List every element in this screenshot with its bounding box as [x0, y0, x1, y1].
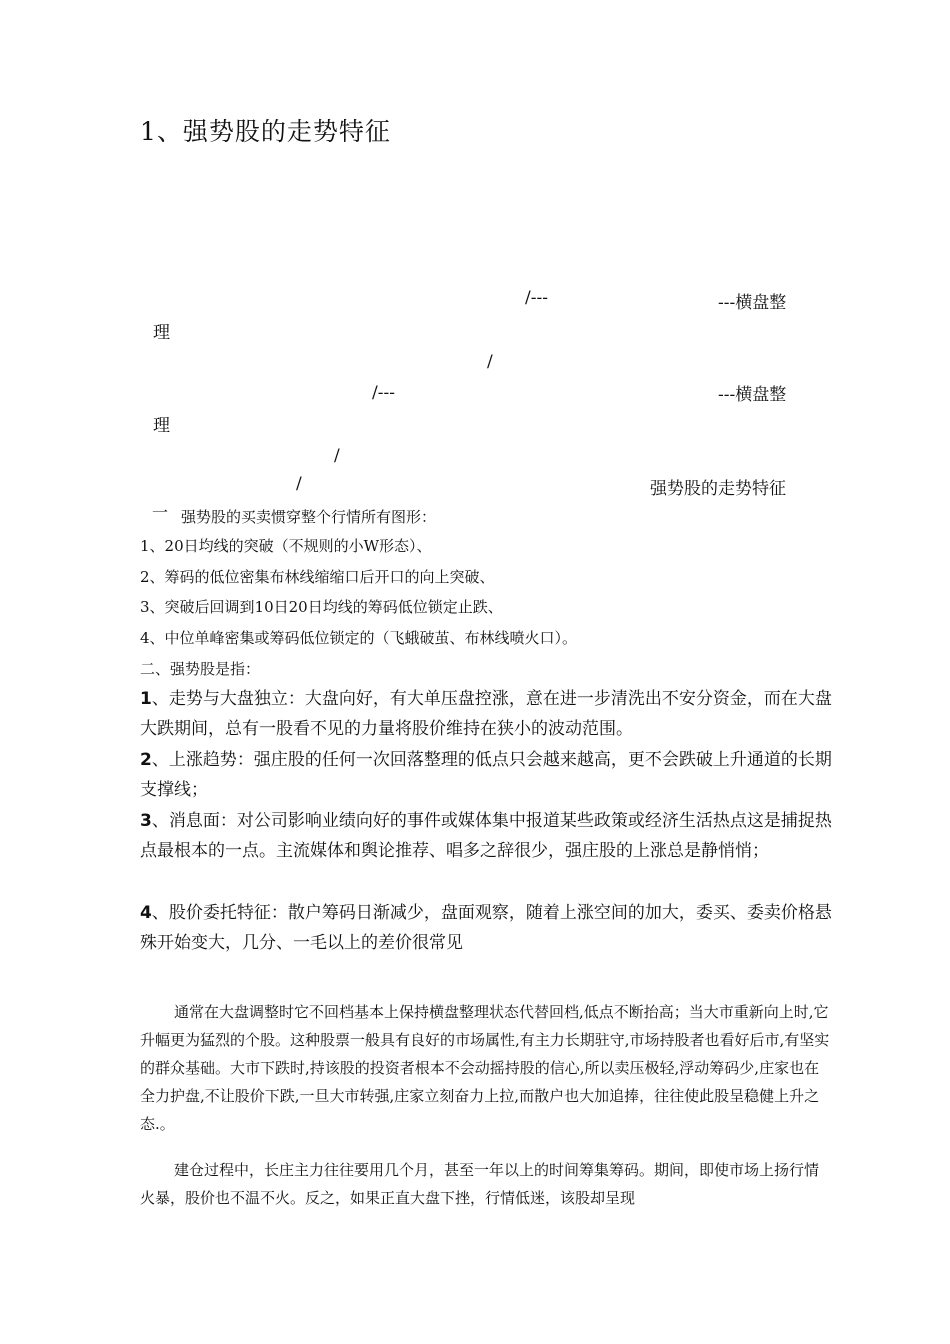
diagram-consolidation-1-wrap: 理: [153, 323, 170, 343]
section1-mark: 一: [152, 503, 169, 522]
list-item: 1、20日均线的突破（不规则的小W形态）、: [140, 537, 432, 555]
point-4: [140, 898, 840, 958]
diagram-rise-1: /---: [525, 288, 548, 308]
point-3: [140, 806, 840, 866]
diagram-rise-5: /: [296, 474, 302, 494]
point-text: 、走势与大盘独立：大盘向好，有大单压盘控涨，意在进一步清洗出不安分资金，而在大盘大跌期间，总有一股看不见的力量将股价维持在狭小的波动范围。: [140, 689, 832, 739]
point-2: [140, 745, 840, 805]
list-item: 4、中位单峰密集或筹码低位锁定的（飞蛾破茧、布林线喷火口）。: [140, 629, 578, 647]
list-item: 2、筹码的低位密集布林线缩缩口后开口的向上突破、: [140, 568, 495, 586]
body-paragraph: 通常在大盘调整时它不回档基本上保持横盘整理状态代替回档,低点不断抬高；当大市重新向上时,它升幅更为猛烈的个股。这种股票一般具有良好的市场属性,有主力长期驻守,市场持股者也看好后市,有坚实的群众基础。大市下跌时,持该股的投资者根本不会动摇持股的信心,所以卖压极轻,浮动筹码少,庄家也在全力护盘,不让股价下跌,一旦大市转强,庄家立刻奋力上拉,而散户也大加追捧，往往使此股呈稳健上升之态.。: [140, 1003, 830, 1133]
point-number: 2: [140, 750, 152, 770]
diagram-consolidation-2-wrap: 理: [153, 416, 170, 436]
point-text: 、消息面：对公司影响业绩向好的事件或媒体集中报道某些政策或经济生活热点这是捕捉热点最根本的一点。主流媒体和舆论推荐、唱多之辞很少，强庄股的上涨总是静悄悄；: [140, 811, 832, 861]
point-text: 、上涨趋势：强庄股的任何一次回落整理的低点只会越来越高，更不会跌破上升通道的长期支撑线；: [140, 750, 832, 800]
section2-heading: 二、强势股是指：: [140, 660, 261, 678]
point-number: 4: [140, 903, 152, 923]
diagram-rise-4: /: [334, 446, 340, 466]
page-title: 1、强势股的走势特征: [140, 117, 391, 146]
diagram-rise-2: /: [487, 352, 493, 372]
diagram-consolidation-1: ---横盘整: [718, 293, 787, 313]
section1-heading: 强势股的买卖惯穿整个行情所有图形：: [181, 508, 437, 526]
body-paragraph: 建仓过程中，长庄主力往往要用几个月，甚至一年以上的时间筹集筹码。期间，即使市场上扬行情火暴，股价也不温不火。反之，如果正直大盘下挫，行情低迷，该股却呈现: [140, 1161, 820, 1207]
diagram-caption: 强势股的走势特征: [650, 479, 786, 499]
list-item: 3、突破后回调到10日20日均线的筹码低位锁定止跌、: [140, 598, 503, 616]
point-text: 、股价委托特征：散户筹码日渐减少，盘面观察，随着上涨空间的加大，委买、委卖价格悬殊开始变大，几分、一毛以上的差价很常见: [140, 903, 832, 953]
point-1: [140, 684, 840, 744]
diagram-consolidation-2: ---横盘整: [718, 385, 787, 405]
diagram-rise-3: /---: [372, 383, 395, 403]
point-number: 3: [140, 811, 152, 831]
point-number: 1: [140, 689, 152, 709]
